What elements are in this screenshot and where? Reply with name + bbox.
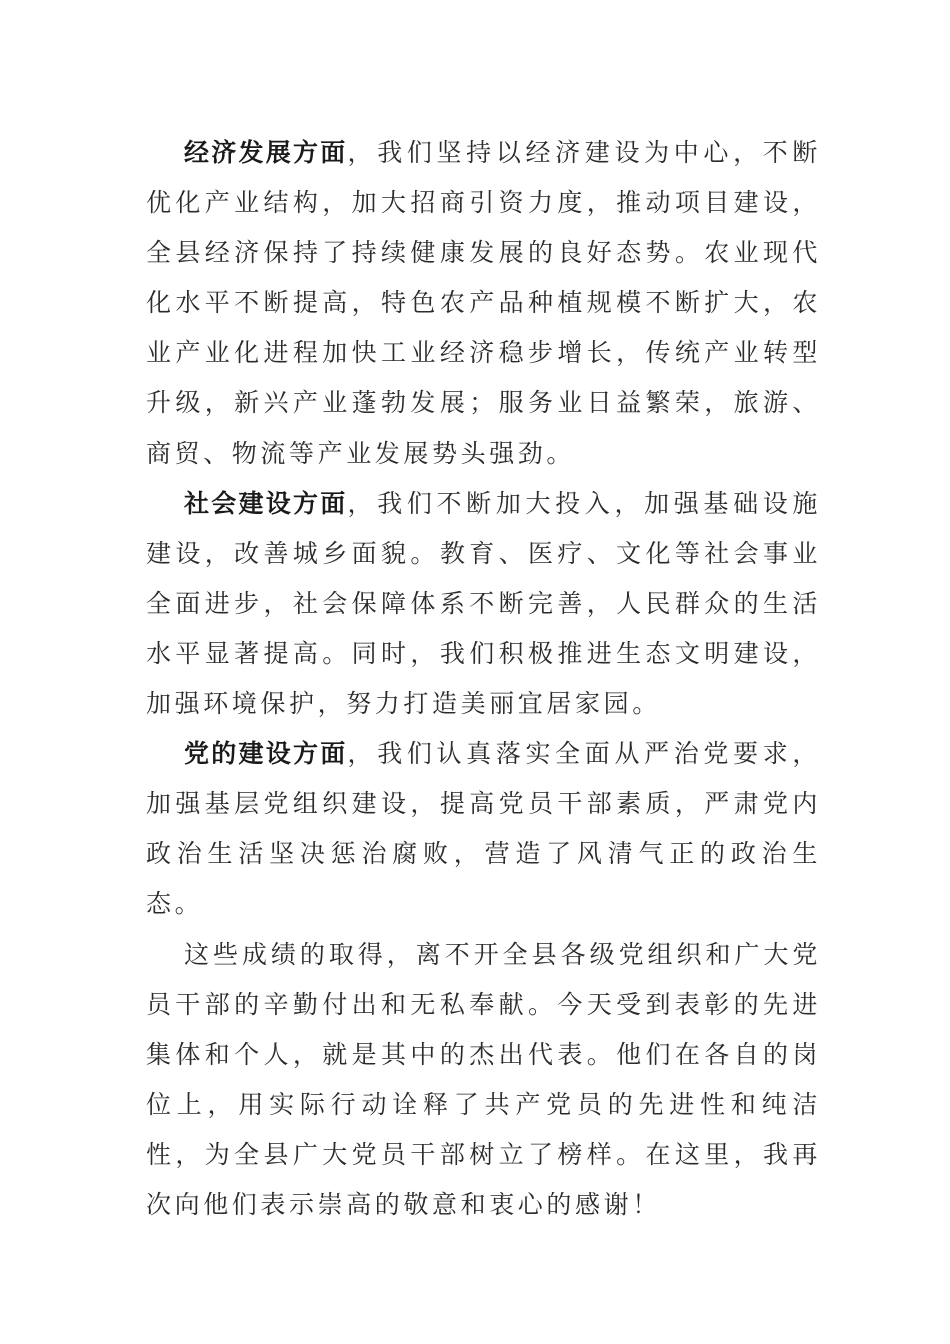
- paragraph-text-party: ，我们认真落实全面从严治党要求，加强基层党组织建设，提高党员干部素质，严肃党内政治生活坚决惩治腐败，营造了风清气正的政治生态。: [146, 739, 821, 919]
- paragraph-text-acknowledgement: 这些成绩的取得，离不开全县各级党组织和广大党员干部的辛勤付出和无私奉献。今天受到表彰的先进集体和个人，就是其中的杰出代表。他们在各自的岗位上，用实际行动诠释了共产党员的先进性和纯洁性，为全县广大党员干部树立了榜样。在这里，我再次向他们表示崇高的敬意和衷心的感谢！: [146, 939, 821, 1219]
- paragraph-social-construction: [146, 479, 821, 729]
- paragraph-acknowledgement: [146, 930, 821, 1231]
- paragraph-party-building: [146, 729, 821, 929]
- paragraph-heading-party: 党的建设方面: [184, 739, 348, 769]
- paragraph-text-economic: ，我们坚持以经济建设为中心，不断优化产业结构，加大招商引资力度，推动项目建设，全县经济保持了持续健康发展的良好态势。农业现代化水平不断提高，特色农产品种植规模不断扩大，农业产业化进程加快工业经济稳步增长，传统产业转型升级，新兴产业蓬勃发展；服务业日益繁荣，旅游、商贸、物流等产业发展势头强劲。: [146, 138, 821, 468]
- document-body: [146, 128, 821, 1230]
- paragraph-heading-social: 社会建设方面: [184, 488, 348, 518]
- paragraph-economic-development: [146, 128, 821, 479]
- paragraph-heading-economic: 经济发展方面: [184, 138, 348, 167]
- paragraph-text-social: ，我们不断加大投入，加强基础设施建设，改善城乡面貌。教育、医疗、文化等社会事业全面进步，社会保障体系不断完善，人民群众的生活水平显著提高。同时，我们积极推进生态文明建设，加强环境保护，努力打造美丽宜居家园。: [146, 488, 821, 719]
